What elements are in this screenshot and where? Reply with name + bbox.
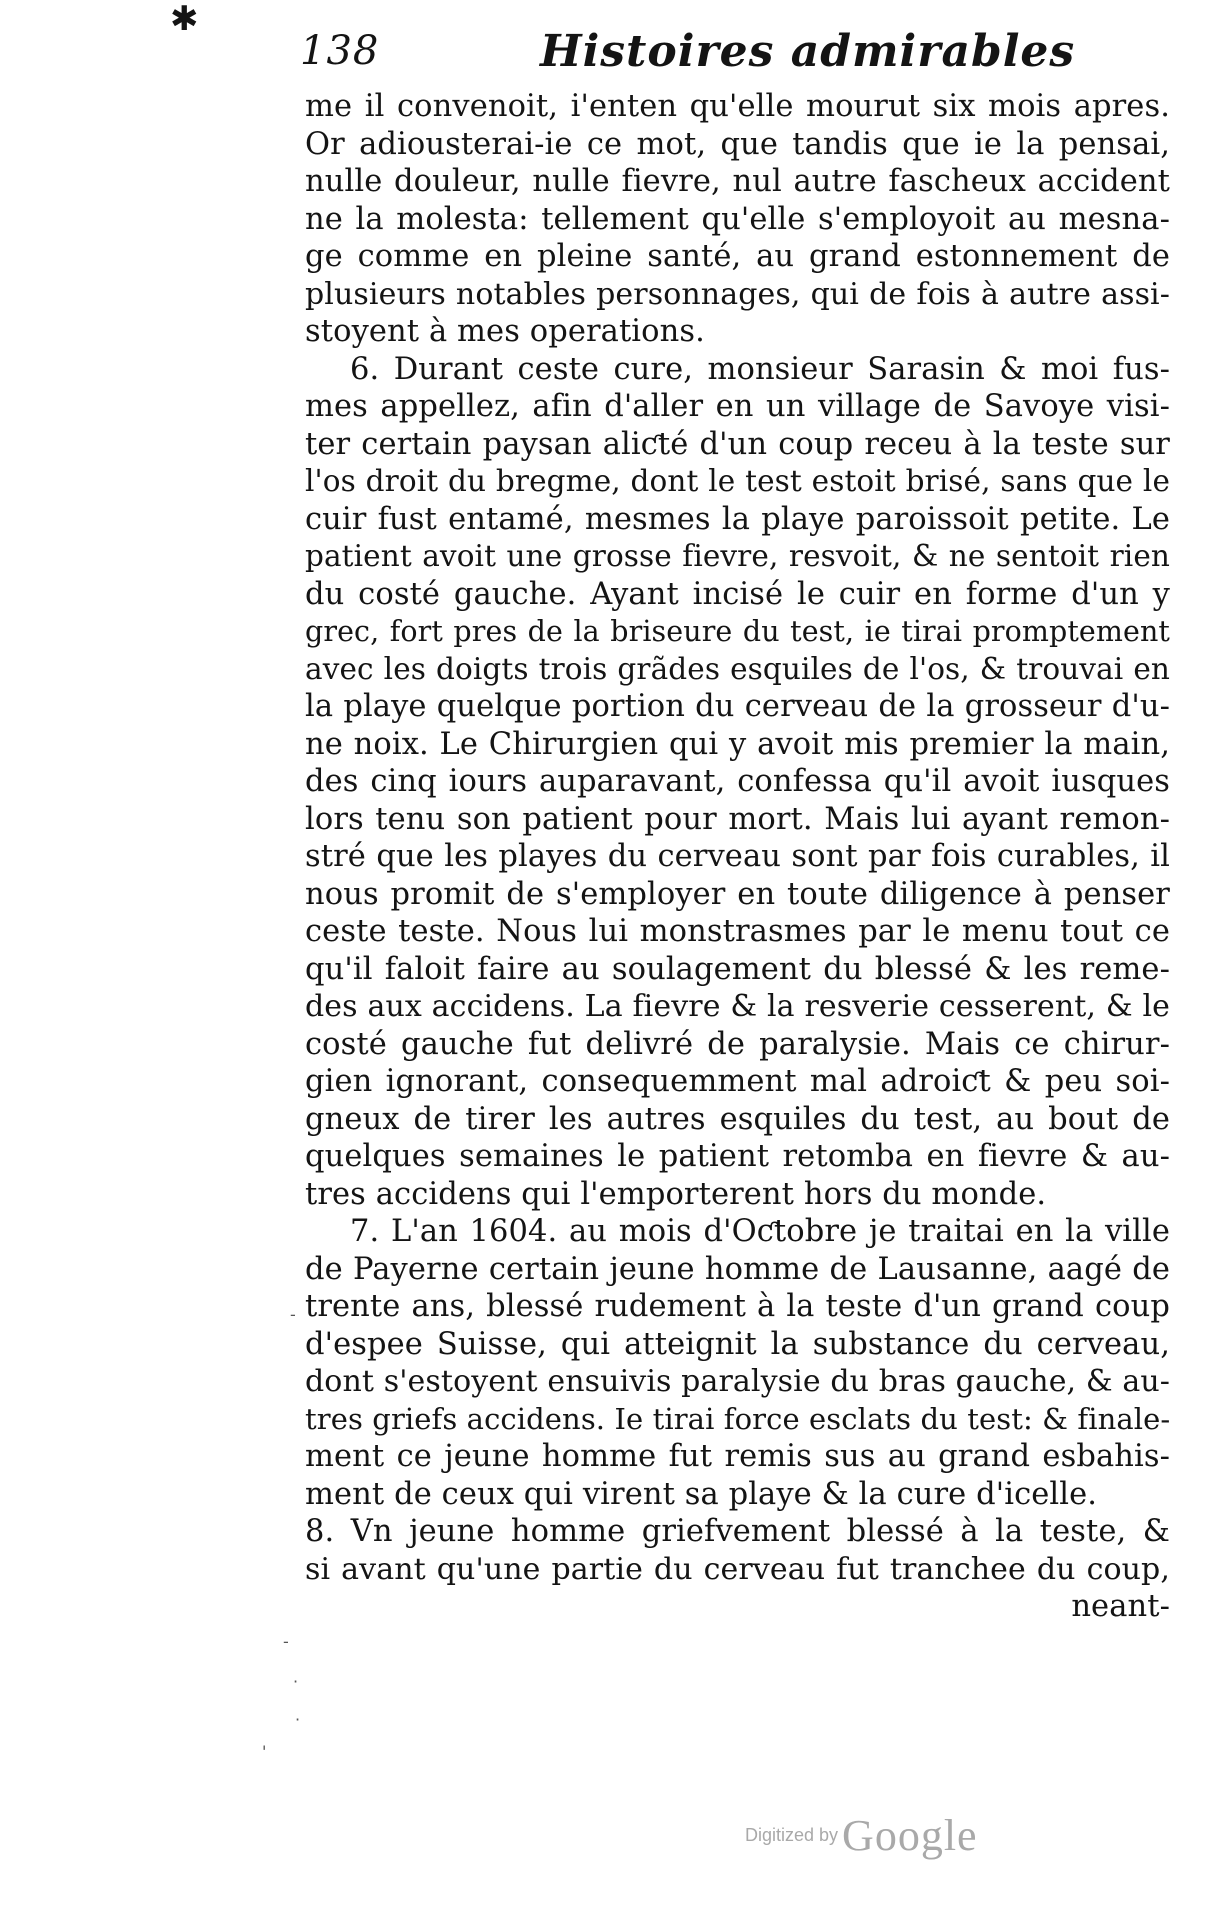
paragraph-6-start: 6. Durant ceste cure, monsieur Sarasin & moi fus- bbox=[350, 351, 1170, 387]
text-line: mes appellez, afin d'aller en un village de Savoye visi- bbox=[305, 389, 1170, 424]
running-head: Histoires admirables bbox=[540, 26, 1076, 77]
text-line: tres griefs accidens. Ie tirai force esclats du test: & finale- bbox=[305, 1401, 1171, 1436]
text-line: de Payerne certain jeune homme de Lausanne, aagé de bbox=[305, 1251, 1170, 1287]
page-number: 138 bbox=[300, 28, 380, 74]
text-line: la playe quelque portion du cerveau de la grosseur d'u- bbox=[305, 689, 1170, 724]
text-line: stré que les playes du cerveau sont par fois curables, il bbox=[305, 839, 1170, 874]
margin-mark: · bbox=[295, 1710, 301, 1729]
text-line: trente ans, blessé rudement à la teste d'un grand coup bbox=[305, 1289, 1170, 1324]
paragraph-8-start: 8. Vn jeune homme griefvement blessé à la teste, & bbox=[305, 1514, 1170, 1549]
text-line: costé gauche fut delivré de paralysie. Mais ce chirur- bbox=[305, 1026, 1170, 1062]
text-line: grec, fort pres de la briseure du test, ie tirai promptement bbox=[305, 615, 1170, 648]
text-line: tres accidens qui l'emporterent hors du monde. bbox=[305, 1176, 1047, 1212]
text-line: me il convenoit, i'enten qu'elle mourut six mois apres. bbox=[305, 89, 1170, 124]
text-line: ge comme en pleine santé, au grand estonnement de bbox=[305, 239, 1170, 274]
text-line: des aux accidens. La fievre & la resverie cesserent, & le bbox=[305, 989, 1170, 1024]
text-line: Or adiousterai-ie ce mot, que tandis que ie la pensai, bbox=[305, 126, 1170, 162]
text-line: qu'il faloit faire au soulagement du blessé & les reme- bbox=[305, 951, 1170, 987]
margin-mark: - bbox=[283, 1632, 289, 1651]
text-line: lors tenu son patient pour mort. Mais lui ayant remon- bbox=[305, 801, 1170, 837]
paragraph-7-start: 7. L'an 1604. au mois d'Oƈtobre je traitai en la ville bbox=[350, 1214, 1170, 1249]
text-line: nulle douleur, nulle fievre, nul autre fascheux accident bbox=[305, 164, 1170, 199]
text-line: si avant qu'une partie du cerveau fut tranchee du coup, bbox=[305, 1551, 1170, 1587]
text-line: quelques semaines le patient retomba en fievre & au- bbox=[305, 1139, 1170, 1174]
text-line: du costé gauche. Ayant incisé le cuir en forme d'un y bbox=[305, 576, 1170, 612]
margin-mark: ' bbox=[262, 1742, 267, 1761]
text-line: l'os droit du bregme, dont le test estoit brisé, sans que le bbox=[305, 464, 1170, 498]
text-line: cuir fust entamé, mesmes la playe paroissoit petite. Le bbox=[305, 501, 1170, 537]
watermark-prefix: Digitized by bbox=[745, 1825, 839, 1845]
margin-mark: · bbox=[293, 1672, 299, 1691]
text-line: d'espee Suisse, qui atteignit la substance du cerveau, bbox=[305, 1326, 1170, 1362]
text-line: avec les doigts trois grãdes esquiles de l'os, & trouvai en bbox=[305, 651, 1170, 686]
digitized-watermark bbox=[745, 1810, 978, 1861]
text-line: ment ce jeune homme fut remis sus au grand esbahis- bbox=[305, 1439, 1170, 1474]
text-line: patient avoit une grosse fievre, resvoit, & ne sentoit rien bbox=[305, 539, 1170, 573]
catchword: neant- bbox=[1071, 1589, 1170, 1624]
corner-ornament-icon: ✱ bbox=[170, 0, 199, 39]
text-line: ceste teste. Nous lui monstrasmes par le menu tout ce bbox=[305, 914, 1170, 949]
page-header bbox=[300, 22, 1170, 86]
google-logo: Google bbox=[842, 1811, 978, 1860]
text-line: des cinq iours auparavant, confessa qu'il avoit iusques bbox=[305, 764, 1170, 799]
text-line: ne la molesta: tellement qu'elle s'employoit au mesna- bbox=[305, 201, 1170, 237]
text-line: ter certain paysan aliƈté d'un coup receu à la teste sur bbox=[305, 426, 1170, 462]
text-line: ment de ceux qui virent sa playe & la cure d'icelle. bbox=[305, 1476, 1098, 1512]
body-text bbox=[305, 88, 1170, 1626]
text-line: dont s'estoyent ensuivis paralysie du bras gauche, & au- bbox=[305, 1364, 1170, 1399]
text-line: gneux de tirer les autres esquiles du test, au bout de bbox=[305, 1101, 1170, 1137]
text-line: plusieurs notables personnages, qui de fois à autre assi- bbox=[305, 276, 1170, 312]
text-line: stoyent à mes operations. bbox=[305, 314, 705, 349]
margin-mark: - bbox=[290, 1305, 296, 1324]
text-line: gien ignorant, consequemment mal adroiƈt & peu soi- bbox=[305, 1064, 1170, 1099]
text-line: nous promit de s'employer en toute diligence à penser bbox=[305, 876, 1170, 912]
text-line: ne noix. Le Chirurgien qui y avoit mis premier la main, bbox=[305, 726, 1170, 762]
